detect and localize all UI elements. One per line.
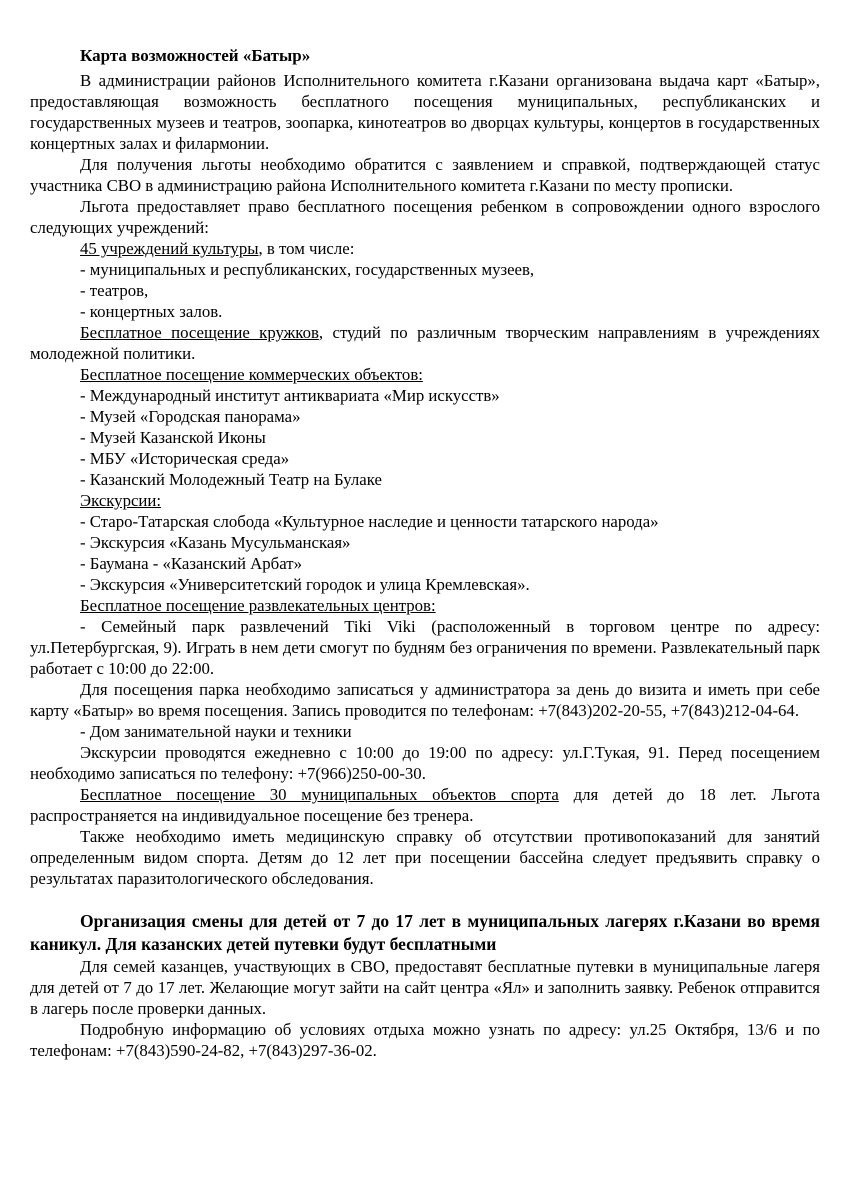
list-item-excursion: - Экскурсия «Казань Мусульманская» — [80, 533, 351, 552]
clubs-heading-rest: , студий по различным творческим направлениям в учреждениях молодежной политики. — [30, 323, 820, 363]
heading-excursions — [30, 490, 820, 511]
paragraph-benefit: Льгота предоставляет право бесплатного посещения ребенком в сопровождении одного взрослого следующих учреждений: — [30, 197, 820, 237]
list-item-commercial: - Музей Казанской Иконы — [80, 428, 266, 447]
paragraph-tiki-park: - Семейный парк развлечений Tiki Viki (расположенный в торговом центре по адресу: ул.Петербургская, 9). Играть в нем дети смогут по будням без ограничения по времени. Развлекательный парк работает с 10:00 до 22:00. — [30, 617, 820, 678]
paragraph-how-to-get: Для получения льготы необходимо обратится с заявлением и справкой, подтверждающей статус участника СВО в администрацию района Исполнительного комитета г.Казани по месту прописки. — [30, 155, 820, 195]
list-item-excursion: - Экскурсия «Университетский городок и улица Кремлевская». — [80, 575, 530, 594]
paragraph-intro: В администрации районов Исполнительного комитета г.Казани организована выдача карт «Батыр», предоставляющая возможность бесплатного посещения муниципальных, республиканских и государственных музеев и театров, зоопарка, кинотеатров во дворцах культуры, концертов в государственных концертных залах и филармонии. — [30, 71, 820, 153]
underlined-commercial-heading: Бесплатное посещение коммерческих объектов: — [80, 365, 423, 384]
section-title-batyr: Карта возможностей «Батыр» — [80, 46, 311, 65]
list-item-culture: - муниципальных и республиканских, государственных музеев, — [80, 260, 535, 279]
list-item-culture: - концертных залов. — [80, 302, 223, 321]
list-item-science-house: - Дом занимательной науки и техники — [80, 722, 352, 741]
paragraph-clubs — [30, 322, 820, 364]
paragraph-sport — [30, 784, 820, 826]
list-item-commercial: - Казанский Молодежный Театр на Булаке — [80, 470, 382, 489]
paragraph-medical-note: Также необходимо иметь медицинскую справку об отсутствии противопоказаний для занятий определенным видом спорта. Детям до 12 лет при посещении бассейна следует предъявить справку о результатах паразитологического обследования. — [30, 827, 820, 888]
section-title-camps: Организация смены для детей от 7 до 17 лет в муниципальных лагерях г.Казани во время каникул. Для казанских детей путевки будут бесплатными — [30, 911, 820, 954]
culture-heading-rest: , в том числе: — [258, 239, 355, 258]
list-item-commercial: - Международный институт антиквариата «Мир искусств» — [80, 386, 500, 405]
underlined-culture-heading: 45 учреждений культуры — [80, 239, 259, 258]
paragraph-science-info: Экскурсии проводятся ежедневно с 10:00 до 19:00 по адресу: ул.Г.Тукая, 91. Перед посещением необходимо записаться по телефону: +7(966)250-00-30. — [30, 743, 820, 783]
underlined-excursions-heading: Экскурсии: — [80, 491, 162, 510]
list-item-excursion: - Старо-Татарская слобода «Культурное наследие и ценности татарского народа» — [80, 512, 659, 531]
list-item-culture: - театров, — [80, 281, 149, 300]
paragraph-camps-info: Для семей казанцев, участвующих в СВО, предоставят бесплатные путевки в муниципальные лагеря для детей от 7 до 17 лет. Желающие могут зайти на сайт центра «Ял» и заполнить заявку. Ребенок отправится в лагерь после проверки данных. — [30, 957, 820, 1018]
underlined-clubs-heading: Бесплатное посещение кружков — [80, 323, 319, 342]
heading-commercial — [30, 364, 820, 385]
list-item-excursion: - Баумана - «Казанский Арбат» — [80, 554, 302, 573]
heading-entertainment — [30, 595, 820, 616]
underlined-entertainment-heading: Бесплатное посещение развлекательных центров: — [80, 596, 436, 615]
list-item-commercial: - Музей «Городская панорама» — [80, 407, 301, 426]
section-spacer — [30, 889, 820, 910]
underlined-sport-heading: Бесплатное посещение 30 муниципальных объектов спорта — [80, 785, 559, 804]
list-item-commercial: - МБУ «Историческая среда» — [80, 449, 290, 468]
sport-heading-rest: для детей до 18 лет. Льгота распространяется на индивидуальное посещение без тренера. — [30, 785, 820, 825]
paragraph-tiki-booking: Для посещения парка необходимо записаться у администратора за день до визита и иметь при себе карту «Батыр» во время посещения. Запись проводится по телефонам: +7(843)202-20-55, +7(843)212-04-64. — [30, 680, 820, 720]
paragraph-camps-contacts: Подробную информацию об условиях отдыха можно узнать по адресу: ул.25 Октября, 13/6 и по телефонам: +7(843)590-24-82, +7(843)297-36-02. — [30, 1020, 820, 1060]
paragraph-culture — [30, 238, 820, 259]
